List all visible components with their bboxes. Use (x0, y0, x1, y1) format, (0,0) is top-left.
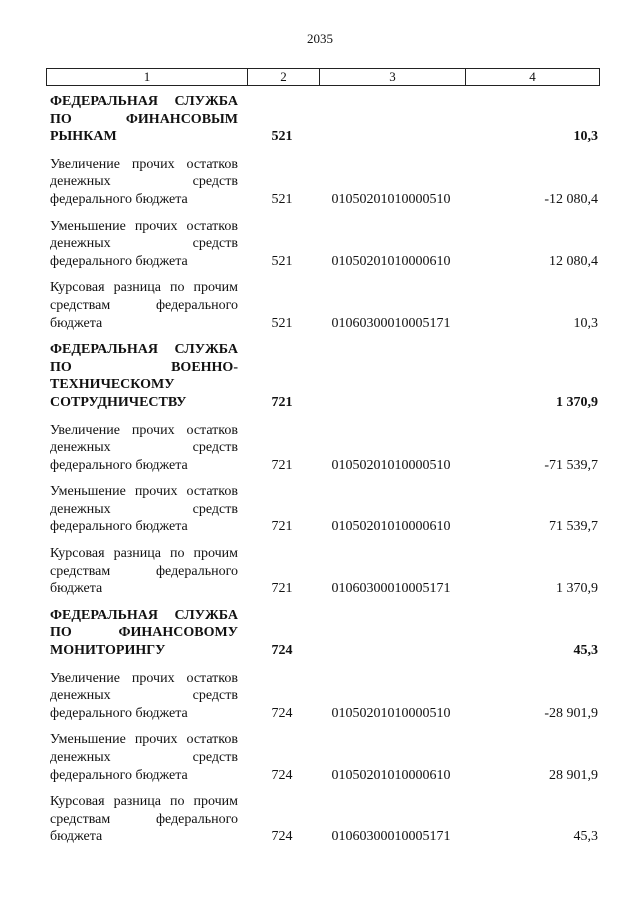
table-row (0, 279, 640, 332)
row-name: ФЕДЕРАЛЬНАЯ СЛУЖБА ПО ФИНАНСОВОМУ МОНИТОРИНГУ (50, 607, 238, 659)
row-amount: 45,3 (573, 829, 598, 845)
row-kbk: 01050201010000510 (331, 191, 451, 207)
row-code: 724 (271, 767, 293, 783)
table-row (0, 670, 640, 723)
table-row (0, 731, 640, 784)
row-amount: 1 370,9 (556, 581, 598, 597)
row-code: 521 (271, 129, 293, 145)
table-row (0, 422, 640, 475)
row-code: 721 (271, 581, 293, 597)
table-row-section (0, 93, 640, 146)
table-row-section (0, 341, 640, 411)
row-kbk: 01050201010000610 (331, 253, 451, 269)
row-code: 521 (271, 315, 293, 331)
header-col-3: 3 (320, 69, 466, 85)
row-kbk: 01050201010000610 (331, 519, 451, 535)
row-name: Курсовая разница по прочим средствам федерального бюджета (50, 794, 238, 845)
row-kbk: 01050201010000510 (331, 705, 451, 721)
row-code: 724 (271, 829, 293, 845)
table-row-section (0, 607, 640, 660)
table-row (0, 218, 640, 271)
row-code: 724 (271, 705, 293, 721)
row-name: ФЕДЕРАЛЬНАЯ СЛУЖБА ПО ФИНАНСОВЫМ РЫНКАМ (50, 94, 238, 145)
row-name: Уменьшение прочих остатков денежных средств федерального бюджета (50, 484, 238, 535)
row-amount: -71 539,7 (544, 457, 598, 473)
row-kbk: 01060300010005171 (331, 581, 451, 597)
row-amount: 12 080,4 (549, 253, 598, 269)
row-amount: 45,3 (573, 643, 598, 659)
table-body (0, 93, 640, 846)
table-row (0, 793, 640, 846)
table-header (46, 68, 600, 86)
row-code: 721 (271, 394, 293, 410)
row-name: Увеличение прочих остатков денежных средств федерального бюджета (50, 156, 238, 207)
page-number: 2035 (307, 31, 333, 46)
row-amount: 10,3 (573, 129, 598, 145)
row-amount: 28 901,9 (549, 767, 598, 783)
row-code: 721 (271, 457, 293, 473)
row-name: Курсовая разница по прочим средствам федерального бюджета (50, 280, 238, 331)
row-name: Увеличение прочих остатков денежных средств федерального бюджета (50, 670, 238, 721)
row-name: ФЕДЕРАЛЬНАЯ СЛУЖБА ПО ВОЕННО-ТЕХНИЧЕСКОМУ СОТРУДНИЧЕСТВУ (50, 342, 238, 410)
row-name: Курсовая разница по прочим средствам федерального бюджета (50, 546, 238, 597)
row-kbk: 01060300010005171 (331, 315, 451, 331)
row-code: 724 (271, 643, 293, 659)
row-code: 521 (271, 253, 293, 269)
header-col-2: 2 (248, 69, 320, 85)
row-name: Уменьшение прочих остатков денежных средств федерального бюджета (50, 732, 238, 783)
row-name: Увеличение прочих остатков денежных средств федерального бюджета (50, 422, 238, 473)
row-amount: 71 539,7 (549, 519, 598, 535)
row-code: 521 (271, 191, 293, 207)
row-name: Уменьшение прочих остатков денежных средств федерального бюджета (50, 218, 238, 269)
row-kbk: 01050201010000510 (331, 457, 451, 473)
row-amount: -12 080,4 (544, 191, 598, 207)
row-amount: 10,3 (573, 315, 598, 331)
header-col-1: 1 (47, 69, 248, 85)
table-row (0, 483, 640, 536)
row-amount: 1 370,9 (556, 394, 598, 410)
row-amount: -28 901,9 (544, 705, 598, 721)
row-kbk: 01060300010005171 (331, 829, 451, 845)
row-kbk: 01050201010000610 (331, 767, 451, 783)
table-row (0, 156, 640, 209)
header-col-4: 4 (529, 69, 536, 84)
row-code: 721 (271, 519, 293, 535)
table-row (0, 545, 640, 598)
